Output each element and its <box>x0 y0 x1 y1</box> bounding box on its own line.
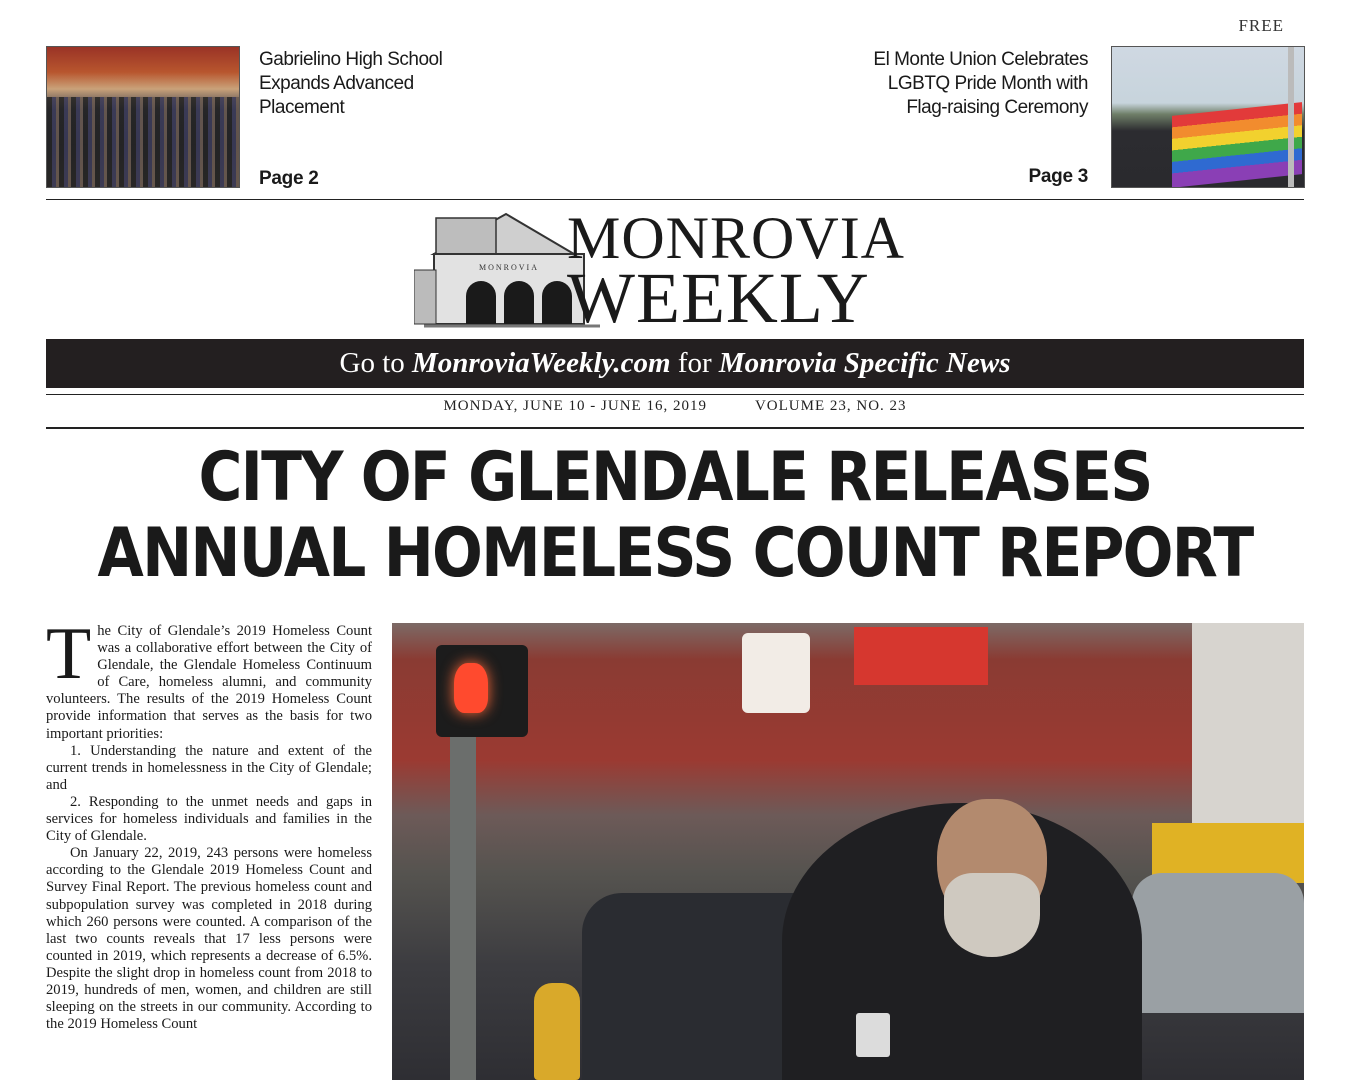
teaser-right-page[interactable]: Page 3 <box>1028 166 1088 187</box>
main-story-photo[interactable] <box>392 623 1304 1080</box>
building-sign-text: MONROVIA <box>479 263 539 272</box>
issue-volume: VOLUME 23, NO. 23 <box>754 398 907 414</box>
banner-suffix: Monrovia Specific News <box>718 347 1011 379</box>
fire-hydrant-graphic <box>534 983 580 1080</box>
teaser-right-photo[interactable] <box>1111 46 1305 188</box>
main-headline[interactable] <box>81 440 1269 592</box>
photo-restaurant-sign-graphic <box>742 633 810 713</box>
teaser-right-title[interactable]: El Monte Union Celebrates LGBTQ Pride Month with Flag-raising Ceremony <box>873 49 1088 118</box>
article-paragraph-2: 1. Understanding the nature and extent of the current trends in homelessness in the City of Glendale; and <box>46 742 372 793</box>
flag-pole-graphic <box>1288 47 1294 187</box>
headline-line2: ANNUAL HOMELESS COUNT REPORT <box>97 514 1253 593</box>
dateline-bottom-rule <box>46 427 1304 429</box>
article-paragraph-1: The City of Glendale’s 2019 Homeless Count was a collaborative effort between the City of Glendale, the Glendale Homeless Continuum of Care, homeless alumni, and community volunteers. The results of the 2019 Homeless Count provide information that serves as the basis for two important priorities: <box>46 613 372 742</box>
article-body <box>46 613 372 1033</box>
photo-cup-graphic <box>856 1013 890 1057</box>
dateline <box>46 398 1304 415</box>
top-divider <box>46 199 1304 200</box>
banner-site-link[interactable]: MonroviaWeekly.com <box>412 347 671 379</box>
photo-silver-car-graphic <box>1132 873 1304 1013</box>
dateline-top-rule <box>46 394 1304 395</box>
pride-flag-graphic <box>1172 102 1302 188</box>
crowd-graphic <box>47 97 239 187</box>
article-paragraph-4: On January 22, 2019, 243 persons were homeless according to the Glendale 2019 Homeless Count and Survey Final Report. The previous homeless count and subpopulation survey was completed in 2018 during which 260 persons were counted. A comparison of the last two counts reveals that 17 less persons were counted in 2019, which represents a decrease of 6.5%. Despite the slight drop in homeless count from 2018 to 2019, hundreds of men, women, and children are still sleeping on the streets in our community. According to the 2019 Homeless Count <box>46 845 372 1033</box>
free-label: FREE <box>1238 16 1284 35</box>
photo-signal-pole-graphic <box>450 733 476 1080</box>
teaser-left-title[interactable]: Gabrielino High School Expands Advanced Placement <box>259 49 443 118</box>
photo-sky-graphic <box>1192 623 1304 823</box>
masthead-line1: MONROVIA <box>567 205 905 271</box>
photo-beard-graphic <box>944 873 1040 957</box>
drop-cap: T <box>46 613 92 695</box>
article-paragraph-3: 2. Responding to the unmet needs and gaps in services for homeless individuals and families in the City of Glendale. <box>46 793 372 845</box>
teaser-left-photo[interactable] <box>46 46 240 188</box>
teaser-left-page[interactable]: Page 2 <box>259 168 319 189</box>
stop-hand-icon <box>454 663 488 713</box>
masthead-line2: WEEKLY <box>567 258 870 338</box>
website-banner[interactable] <box>46 339 1304 388</box>
banner-mid: for <box>670 347 719 379</box>
issue-date: MONDAY, JUNE 10 - JUNE 16, 2019 <box>443 398 707 414</box>
banner-prefix: Go to <box>339 347 413 379</box>
headline-line1: CITY OF GLENDALE RELEASES <box>198 438 1152 517</box>
photo-red-sign-graphic <box>854 627 988 685</box>
